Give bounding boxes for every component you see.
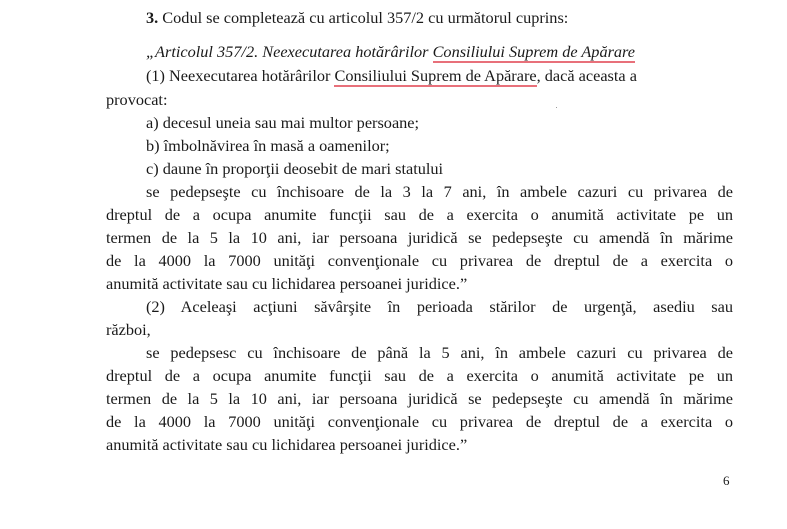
para2-line2: război,	[106, 320, 151, 339]
para1-line2: provocat:	[106, 90, 168, 109]
scan-dot	[556, 107, 557, 108]
article-title-highlight: Consiliului Suprem de Apărare	[432, 42, 636, 61]
page-number: 6	[723, 473, 730, 488]
heading-number: 3.	[146, 8, 159, 27]
para1-line1-b: , dacă aceasta a	[536, 66, 637, 85]
para2-line1: (2) Aceleaşi acţiuni săvârşite în perioada stărilor de urgenţă, asediu sau	[146, 297, 733, 316]
para1-penalty-line: dreptul de a ocupa anumite funcţii sau de a exercita o anumită activitate pe un	[106, 205, 733, 224]
para1-penalty-line: de la 4000 la 7000 unităţi convenţionale cu privarea de dreptul de a exercita o	[106, 251, 733, 270]
list-item-c: c) daune în proporţii deosebit de mari statului	[146, 159, 444, 178]
list-item-b: b) îmbolnăvirea în masă a oamenilor;	[146, 136, 390, 155]
para1-line1-a: (1) Neexecutarea hotărârilor	[146, 66, 335, 85]
heading-text: Codul se completează cu articolul 357/2 cu următorul cuprins:	[162, 8, 569, 27]
para2-penalty-line: anumită activitate sau cu lichidarea persoanei juridice.”	[106, 435, 468, 454]
list-item-a: a) decesul uneia sau mai multor persoane;	[146, 113, 420, 132]
article-title-prefix: „Articolul 357/2. Neexecutarea hotărârilor	[146, 42, 433, 61]
para1-highlight: Consiliului Suprem de Apărare	[334, 66, 537, 85]
para2-penalty-line: dreptul de a ocupa anumite funcţii sau de a exercita o anumită activitate pe un	[106, 366, 733, 385]
para1-penalty-line: anumită activitate sau cu lichidarea persoanei juridice.”	[106, 274, 468, 293]
amendment-heading	[146, 8, 568, 28]
para1-penalty-line: se pedepseşte cu închisoare de la 3 la 7 ani, în ambele cazuri cu privarea de	[146, 182, 733, 201]
para2-penalty-line: de la 4000 la 7000 unităţi convenţionale cu privarea de dreptul de a exercita o	[106, 412, 733, 431]
para1-line1	[146, 66, 637, 86]
para1-penalty-line: termen de la 5 la 10 ani, iar persoana juridică se pedepseşte cu amendă în mărime	[106, 228, 733, 247]
para2-penalty-line: se pedepsesc cu închisoare de până la 5 ani, în ambele cazuri cu privarea de	[146, 343, 733, 362]
para2-penalty-line: termen de la 5 la 10 ani, iar persoana juridică se pedepseşte cu amendă în mărime	[106, 389, 733, 408]
article-title	[146, 42, 635, 62]
